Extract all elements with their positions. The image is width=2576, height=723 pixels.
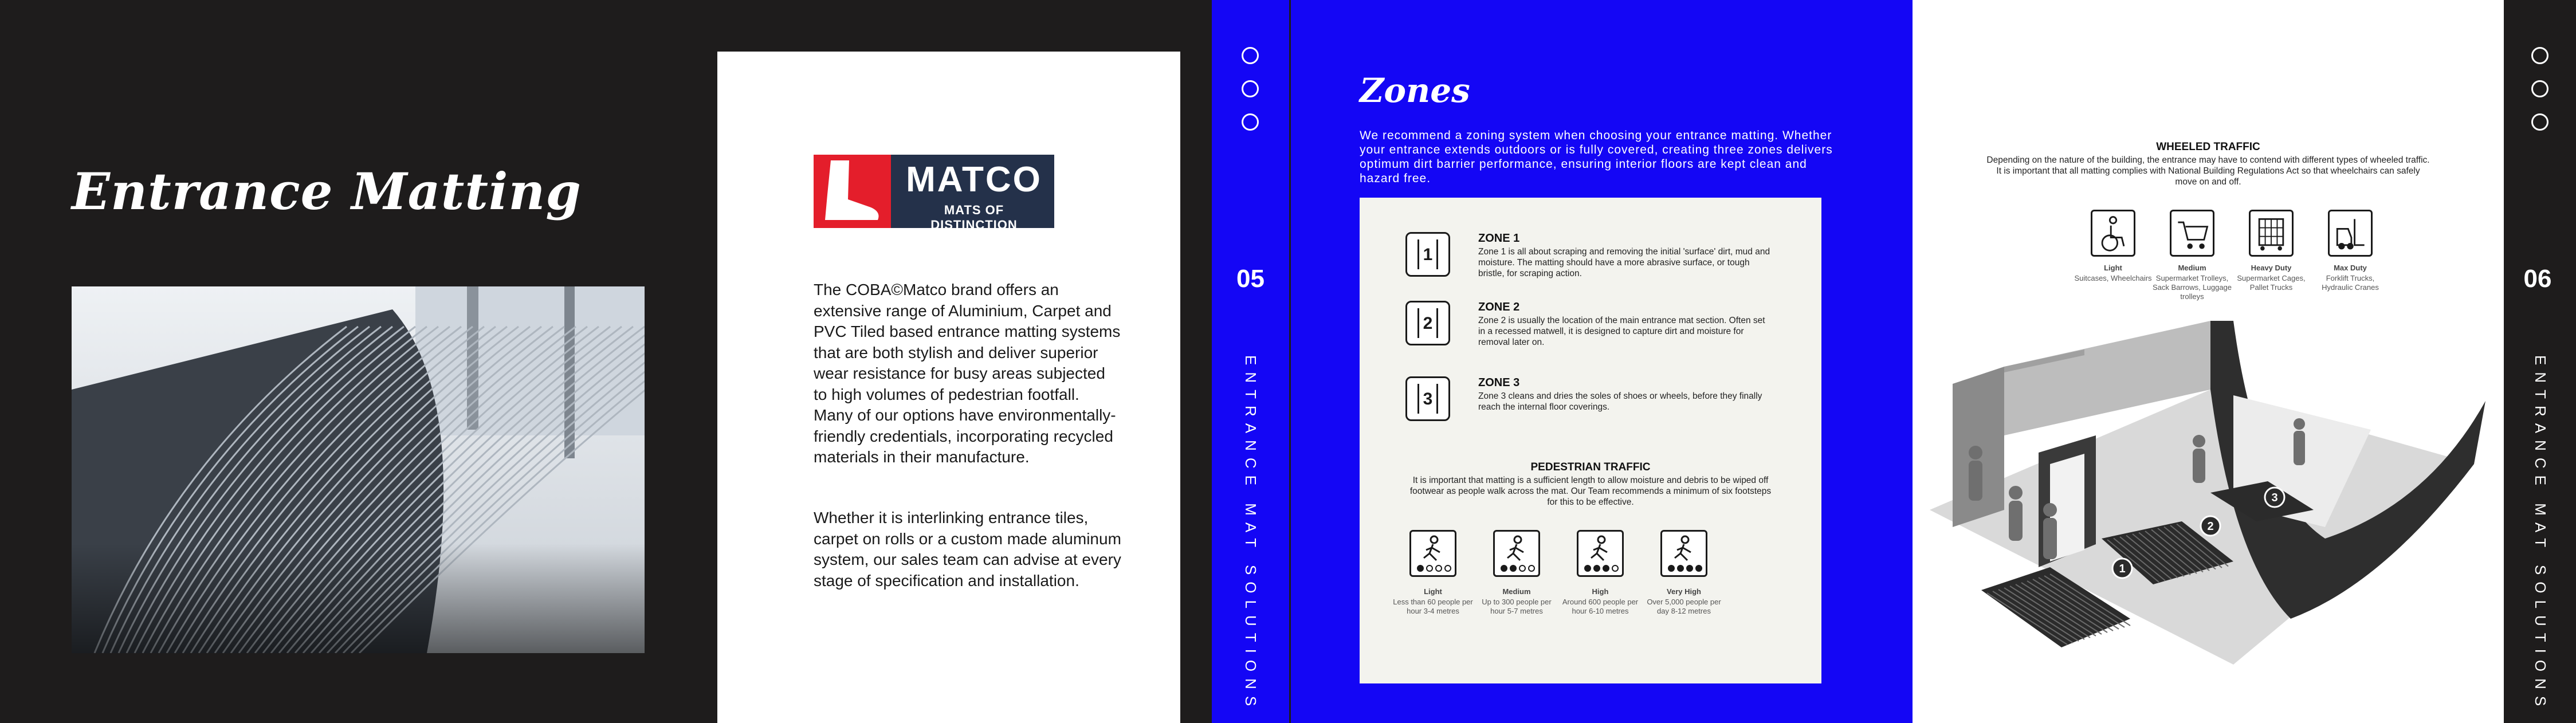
zone-1-number: 1 [1423, 245, 1433, 264]
pedestrian-level-detail: Up to 300 people per hour 5-7 metres [1482, 598, 1552, 615]
page-number: 05 [1236, 265, 1265, 293]
pedestrian-text: It is important that matting is a sufficient length to allow moisture and debris to be wiped off footwear as people walk across the mat. Our Team recommends a minimum of six footsteps for this to be effective. [1409, 476, 1772, 507]
pedestrian-heading: PEDESTRIAN TRAFFIC [1530, 461, 1651, 473]
logo-name: MATCO [906, 160, 1042, 199]
zone-marker-label: 2 [2207, 520, 2214, 533]
zone-1-heading: ZONE 1 [1478, 232, 1520, 245]
logo-tagline: MATS OF DISTINCTION [930, 203, 1018, 232]
wheeled-level-label: Medium [2178, 264, 2206, 272]
trolley-icon [2170, 210, 2214, 257]
pedestrian-icon [1577, 530, 1624, 577]
zone-2-icon [1405, 301, 1450, 345]
wheeled-level-detail: Supermarket Trolleys, Sack Barrows, Luggage trolleys [2152, 274, 2232, 301]
vertical-brand-text: ENTRANCE MAT SOLUTIONS [1242, 355, 1259, 713]
intro-paragraph-2: Whether it is interlinking entrance tiles, carpet on rolls or a custom made aluminum system, our sales team can advise at every stage of specification and installation. [814, 509, 1121, 590]
zone-2-number: 2 [1423, 314, 1433, 333]
pedestrian-icon [1409, 530, 1456, 577]
zones-intro: We recommend a zoning system when choosing your entrance matting. Whether your entrance extends outdoors or is fully covered, creating three zones delivers optimum dirt barrier performance, ensuring interior floors are kept clean and hazard free. [1360, 129, 1833, 185]
page-strip-05 [1212, 0, 1289, 723]
zone-1-text: Zone 1 is all about scraping and removing the initial 'surface' dirt, mud and moisture. The matting should have a more abrasive surface, or tough bristle, for scraping action. [1478, 247, 1770, 278]
wheeled-text: Depending on the nature of the building, the entrance may have to contend with different types of wheeled traffic. It is important that all matting complies with National Building Regulations Act so that wheelchairs can safely move on and off. [1986, 155, 2430, 187]
logo-boot-mark [814, 155, 891, 228]
zone-2-heading: ZONE 2 [1478, 301, 1520, 313]
wheeled-level-detail: Supermarket Cages, Pallet Trucks [2237, 274, 2306, 292]
zone-1-icon [1405, 232, 1450, 277]
zone-3-heading: ZONE 3 [1478, 376, 1520, 389]
matco-logo [814, 155, 1054, 232]
zone-2-text: Zone 2 is usually the location of the main entrance mat section. Often set in a recessed matwell, it is designed to capture dirt and moisture for removal later on. [1478, 316, 1765, 347]
zone-3-icon [1405, 376, 1450, 421]
entrance-mat-photo [72, 286, 645, 653]
intro-paragraph-1: The COBA©Matco brand offers an extensive range of Aluminium, Carpet and PVC Tiled based entrance matting systems that are both stylish and deliver superior wear resistance for busy areas subjected to high volumes of pedestrian footfall. Many of our options have environmentally-friendly credentials, incorporating recycled materials in their manufacture. [814, 281, 1121, 466]
ring-icon [1242, 47, 1259, 64]
zones-card [1360, 198, 1821, 683]
wheeled-level-detail: Forklift Trucks, Hydraulic Cranes [2322, 274, 2379, 292]
ring-icon [2531, 47, 2548, 64]
page-number: 06 [2523, 265, 2552, 293]
zone-marker-label: 1 [2119, 563, 2126, 575]
zone-marker-label: 3 [2271, 492, 2278, 504]
zone-3-text: Zone 3 cleans and dries the soles of shoes or wheels, before they finally reach the internal floor coverings. [1478, 391, 1762, 412]
wheeled-level-label: Light [2104, 264, 2122, 272]
page-strip-06 [2504, 0, 2576, 723]
pedestrian-icon [1660, 530, 1707, 577]
vertical-brand-text: ENTRANCE MAT SOLUTIONS [2532, 355, 2549, 713]
zone-3-number: 3 [1423, 390, 1433, 408]
wheeled-heading: WHEELED TRAFFIC [2156, 141, 2260, 153]
ring-icon [2531, 80, 2548, 97]
entrance-zones-illustration [1913, 321, 2504, 676]
zones-title: Zones [1360, 71, 1470, 110]
pedestrian-level-label: Very High [1667, 587, 1701, 596]
forklift-icon [2328, 210, 2373, 257]
pedestrian-level-detail: Less than 60 people per hour 3-4 metres [1393, 598, 1473, 615]
ring-icon [2531, 113, 2548, 131]
pedestrian-level-label: Light [1424, 587, 1442, 596]
wheeled-level-label: Heavy Duty [2251, 264, 2292, 272]
cage-icon [2249, 210, 2294, 257]
wheeled-level-detail: Suitcases, Wheelchairs [2074, 274, 2152, 282]
pedestrian-level-detail: Around 600 people per hour 6-10 metres [1562, 598, 1639, 615]
pedestrian-level-label: High [1592, 587, 1609, 596]
pedestrian-level-detail: Over 5,000 people per day 8-12 metres [1647, 598, 1721, 615]
ring-icon [1242, 80, 1259, 97]
mat-photo-image [72, 286, 645, 653]
page-title: Entrance Matting [72, 162, 582, 221]
wheeled-level-label: Max Duty [2334, 264, 2367, 272]
pedestrian-level-label: Medium [1502, 587, 1531, 596]
ring-icon [1242, 113, 1259, 131]
pedestrian-icon [1493, 530, 1540, 577]
boot-icon [814, 155, 891, 228]
wheelchair-icon [2091, 210, 2135, 257]
